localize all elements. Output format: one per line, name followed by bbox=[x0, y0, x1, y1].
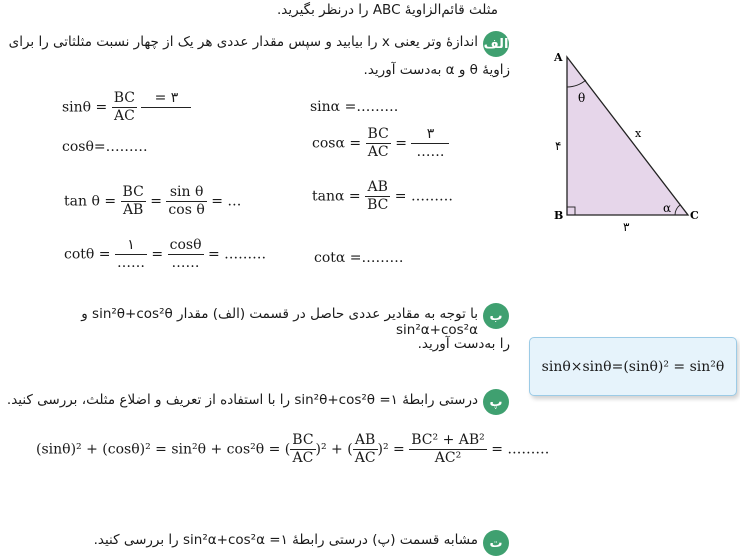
formula-cos-theta: cosθ=……… bbox=[62, 139, 148, 155]
formula-sin-alpha: sinα =……… bbox=[310, 99, 399, 115]
right-triangle-figure bbox=[545, 45, 705, 235]
vertex-c-label: C bbox=[690, 209, 699, 222]
intro-text: مثلث قائم‌الزاویهٔ ABC را در‌نظر بگیرید. bbox=[276, 2, 498, 18]
part-b-line2: را به‌دست آورید. bbox=[417, 336, 510, 352]
part-b-badge: ب bbox=[483, 303, 509, 329]
part-a-line2: زاویهٔ θ و α به‌دست آورید. bbox=[363, 62, 510, 78]
identity-equation: (sinθ)² + (cosθ)² = sin²θ + cos²θ = ( $\frac{BC}{AC}$ )² + ( $\frac{AB}{AC}$ )² = $\frac{\text{BC² + AB²}}{\text{AC²}}$ = ……… bbox=[36, 432, 550, 466]
formula-cos-alpha: cosα = $\frac{BC}{AC}$ = $\frac{۳}{\dots\dots}$ bbox=[312, 126, 449, 161]
formula-cot-theta: cotθ = $\frac{۱}{\dots\dots}$ = $\frac{\cos\theta}{\dots\dots}$ = ……… bbox=[64, 237, 267, 271]
vertex-b-label: B bbox=[554, 209, 564, 222]
part-t-line1: مشابه قسمت (پ) درستی رابطهٔ sin²α+cos²α =۱ را بررسی کنید. bbox=[93, 532, 478, 548]
part-t-badge: ت bbox=[483, 530, 509, 556]
formula-tan-theta: tan θ = $\frac{BC}{AB}$ = $\frac{\text{sin θ}}{\text{cos θ}}$ = … bbox=[64, 184, 242, 218]
vertex-a-label: A bbox=[554, 51, 563, 64]
angle-alpha-label: α bbox=[663, 201, 672, 215]
part-a-line1: اندازهٔ وتر یعنی x را بیابید و سپس مقدار عددی هر یک از چهار نسبت مثلثاتی را برای bbox=[8, 34, 478, 50]
part-p-line1: درستی رابطهٔ sin²θ+cos²θ =۱ را با استفاده از تعریف و اضلاع مثلث، بررسی کنید. bbox=[6, 392, 478, 408]
formula-sin-theta: sinθ = $\frac{BC}{AC}$ = ۳ bbox=[62, 90, 191, 125]
side-bc-label: ۳ bbox=[623, 220, 630, 234]
side-ac-label: x bbox=[635, 127, 642, 140]
angle-theta-label: θ bbox=[578, 91, 586, 105]
side-ab-label: ۴ bbox=[555, 139, 562, 153]
part-a-badge: الف bbox=[483, 31, 509, 57]
part-p-badge: پ bbox=[483, 389, 509, 415]
formula-cot-alpha: cotα =……… bbox=[314, 250, 404, 266]
part-b-line1: با توجه به مقادیر عددی حاصل در قسمت (الف) مقدار sin²θ+cos²θ و sin²α+cos²α bbox=[81, 306, 478, 338]
formula-tan-alpha: tanα = $\frac{AB}{BC}$ = ……… bbox=[312, 179, 453, 213]
note-box-text: sinθ×sinθ=(sinθ)² = sin²θ bbox=[541, 358, 725, 375]
note-box bbox=[529, 337, 737, 396]
